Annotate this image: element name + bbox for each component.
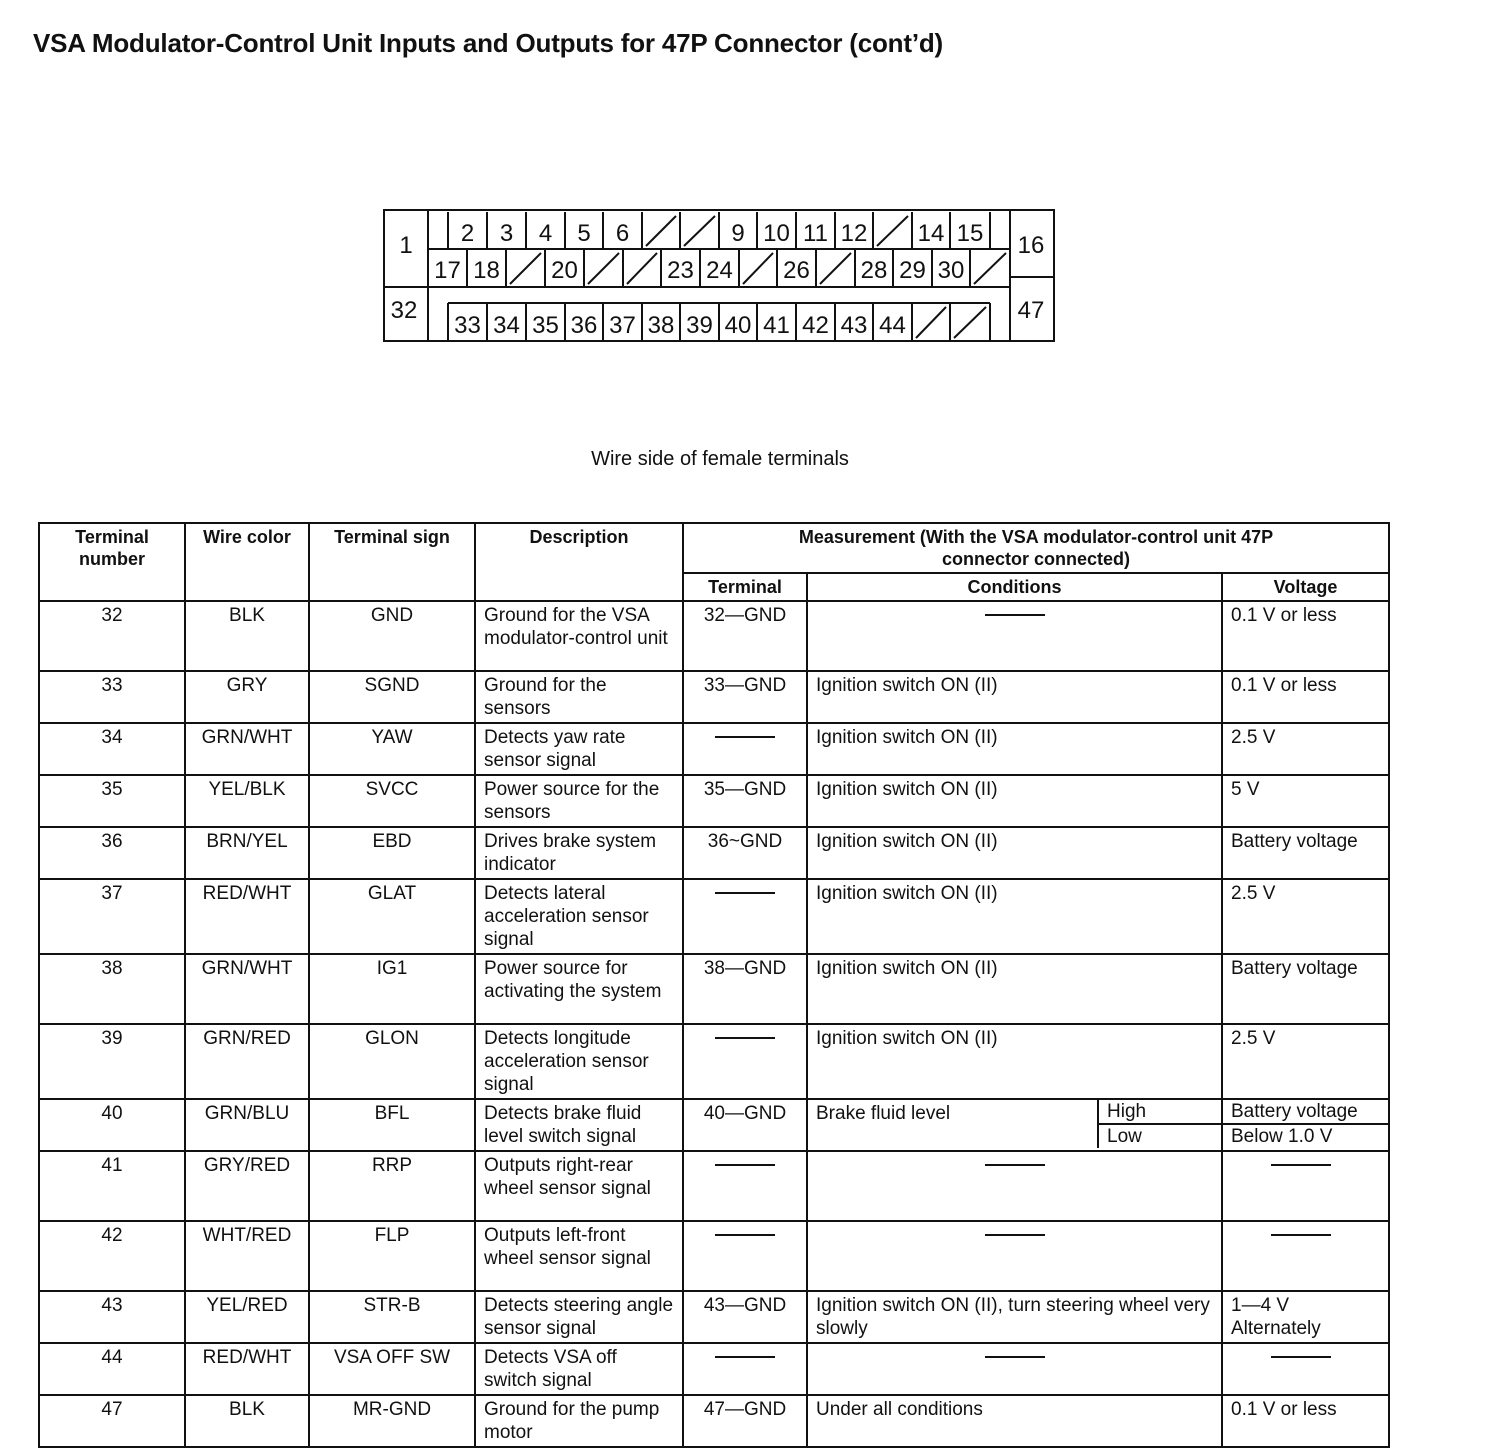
cell-terminal: 35—GND — [683, 775, 807, 827]
cell-description: Detects brake fluid level switch signal — [475, 1099, 683, 1151]
cell-conditions: Ignition switch ON (II), turn steering wheel very slowly — [807, 1291, 1222, 1343]
table-row — [39, 1151, 1389, 1221]
blank-slot-mark — [877, 216, 908, 246]
cell-terminal-number: 43 — [39, 1291, 185, 1343]
cell-conditions — [807, 1151, 1222, 1221]
cell-description: Ground for the sensors — [475, 671, 683, 723]
terminal-32: 32 — [390, 297, 418, 324]
cell-description: Power source for activating the system — [475, 954, 683, 1024]
terminal-34: 34 — [493, 312, 520, 339]
level-high: High — [1099, 1100, 1221, 1125]
cell-conditions: Ignition switch ON (II) — [807, 827, 1222, 879]
cell-description: Detects lateral acceleration sensor signal — [475, 879, 683, 954]
cell-voltage — [1222, 1151, 1389, 1221]
condition-text: Brake fluid level — [816, 1103, 951, 1124]
cell-terminal-number: 36 — [39, 827, 185, 879]
cell-terminal — [683, 1221, 807, 1291]
terminal-1: 1 — [399, 232, 413, 259]
terminal-16: 16 — [1017, 232, 1045, 259]
cell-voltage — [1222, 1343, 1389, 1395]
cell-terminal: 47—GND — [683, 1395, 807, 1447]
cell-voltage: 0.1 V or less — [1222, 601, 1389, 671]
cell-wire-color: RED/WHT — [185, 879, 309, 954]
cell-voltage: 1—4 V Alternately — [1222, 1291, 1389, 1343]
cell-terminal — [683, 723, 807, 775]
cell-terminal-sign: GLAT — [309, 879, 475, 954]
cell-terminal-sign: MR-GND — [309, 1395, 475, 1447]
voltage-high: Battery voltage — [1223, 1100, 1388, 1125]
header-conditions: Conditions — [807, 573, 1222, 601]
dash-mark — [985, 614, 1045, 616]
blank-slot-mark — [820, 253, 851, 284]
cell-terminal-sign: SGND — [309, 671, 475, 723]
cell-terminal-number: 47 — [39, 1395, 185, 1447]
cell-terminal-number: 39 — [39, 1024, 185, 1099]
cell-terminal — [683, 879, 807, 954]
cell-terminal-sign: IG1 — [309, 954, 475, 1024]
cell-voltage: 2.5 V — [1222, 723, 1389, 775]
dash-mark — [985, 1164, 1045, 1166]
cell-voltage — [1222, 1099, 1389, 1151]
connector-caption: Wire side of female terminals — [591, 448, 849, 470]
cell-terminal: 36~GND — [683, 827, 807, 879]
blank-slot-mark — [974, 253, 1006, 284]
cell-terminal-number: 35 — [39, 775, 185, 827]
dash-mark — [985, 1234, 1045, 1236]
table-row — [39, 1395, 1389, 1447]
cell-voltage: 0.1 V or less — [1222, 1395, 1389, 1447]
terminal-15: 15 — [956, 220, 984, 247]
blank-slot-mark — [916, 307, 946, 338]
table-row — [39, 1291, 1389, 1343]
cell-wire-color: GRY — [185, 671, 309, 723]
cell-conditions: Ignition switch ON (II) — [807, 775, 1222, 827]
dash-mark — [715, 1164, 775, 1166]
cell-conditions — [807, 1099, 1222, 1151]
terminal-44: 44 — [879, 312, 906, 339]
blank-slot-mark — [627, 253, 657, 284]
cell-terminal-sign: GND — [309, 601, 475, 671]
cell-terminal-sign: STR-B — [309, 1291, 475, 1343]
cell-description: Ground for the VSA modulator-control unit — [475, 601, 683, 671]
blank-slot-mark — [743, 253, 773, 284]
cell-terminal-sign: FLP — [309, 1221, 475, 1291]
cell-terminal: 43—GND — [683, 1291, 807, 1343]
cell-voltage — [1222, 1221, 1389, 1291]
cell-wire-color: GRN/WHT — [185, 723, 309, 775]
cell-wire-color: GRY/RED — [185, 1151, 309, 1221]
table-row — [39, 879, 1389, 954]
blank-slot-mark — [588, 253, 619, 284]
terminal-20: 20 — [551, 257, 578, 284]
terminal-35: 35 — [532, 312, 559, 339]
terminal-28: 28 — [860, 257, 888, 284]
cell-description: Detects steering angle sensor signal — [475, 1291, 683, 1343]
dash-mark — [1271, 1164, 1331, 1166]
terminal-36: 36 — [570, 312, 598, 339]
cell-terminal-sign: YAW — [309, 723, 475, 775]
voltage-low: Below 1.0 V — [1231, 1126, 1333, 1147]
dash-mark — [985, 1356, 1045, 1358]
dash-mark — [715, 892, 775, 894]
cell-terminal-number: 38 — [39, 954, 185, 1024]
cell-conditions — [807, 1343, 1222, 1395]
header-terminal-number: Terminal number — [39, 523, 185, 601]
connector-diagram — [0, 0, 1504, 440]
terminal-30: 30 — [937, 257, 965, 284]
cell-conditions: Ignition switch ON (II) — [807, 723, 1222, 775]
cell-voltage: 2.5 V — [1222, 879, 1389, 954]
cell-terminal — [683, 1151, 807, 1221]
cell-description: Drives brake system indicator — [475, 827, 683, 879]
terminal-24: 24 — [706, 257, 733, 284]
page-title: VSA Modulator-Control Unit Inputs and Outputs for 47P Connector (cont’d) — [33, 28, 943, 58]
cell-wire-color: GRN/WHT — [185, 954, 309, 1024]
dash-mark — [1271, 1234, 1331, 1236]
cell-terminal-number: 40 — [39, 1099, 185, 1151]
cell-description: Detects yaw rate sensor signal — [475, 723, 683, 775]
cell-voltage: 5 V — [1222, 775, 1389, 827]
cell-wire-color: YEL/RED — [185, 1291, 309, 1343]
cell-wire-color: GRN/BLU — [185, 1099, 309, 1151]
cell-terminal-sign: RRP — [309, 1151, 475, 1221]
cell-terminal: 38—GND — [683, 954, 807, 1024]
terminal-4: 4 — [538, 220, 553, 247]
cell-conditions: Under all conditions — [807, 1395, 1222, 1447]
terminal-38: 38 — [647, 312, 675, 339]
cell-terminal-sign: VSA OFF SW — [309, 1343, 475, 1395]
cell-terminal — [683, 1024, 807, 1099]
cell-wire-color: GRN/RED — [185, 1024, 309, 1099]
terminal-17: 17 — [434, 257, 461, 284]
blank-slot-mark — [646, 216, 676, 246]
blank-slot-mark — [684, 216, 715, 246]
cell-terminal-number: 41 — [39, 1151, 185, 1221]
terminal-table — [38, 522, 1390, 1448]
header-wire-color: Wire color — [185, 523, 309, 601]
cell-terminal-sign: GLON — [309, 1024, 475, 1099]
cell-terminal-number: 42 — [39, 1221, 185, 1291]
terminal-18: 18 — [473, 257, 500, 284]
dash-mark — [715, 736, 775, 738]
terminal-3: 3 — [499, 220, 514, 247]
cell-voltage: 2.5 V — [1222, 1024, 1389, 1099]
cell-terminal-sign: EBD — [309, 827, 475, 879]
cell-terminal-number: 34 — [39, 723, 185, 775]
blank-slot-mark — [954, 307, 986, 338]
header-description: Description — [475, 523, 683, 601]
terminal-10: 10 — [763, 220, 790, 247]
cell-wire-color: BRN/YEL — [185, 827, 309, 879]
cell-description: Detects longitude acceleration sensor signal — [475, 1024, 683, 1099]
terminal-47: 47 — [1017, 297, 1045, 324]
terminal-43: 43 — [840, 312, 868, 339]
cell-terminal-number: 37 — [39, 879, 185, 954]
cell-conditions: Ignition switch ON (II) — [807, 671, 1222, 723]
terminal-41: 41 — [763, 312, 790, 339]
cell-voltage: 0.1 V or less — [1222, 671, 1389, 723]
table-row — [39, 1024, 1389, 1099]
cell-terminal-number: 32 — [39, 601, 185, 671]
terminal-42: 42 — [802, 312, 829, 339]
table-row — [39, 954, 1389, 1024]
terminal-29: 29 — [899, 257, 926, 284]
cell-conditions: Ignition switch ON (II) — [807, 1024, 1222, 1099]
terminal-5: 5 — [577, 220, 591, 247]
terminal-37: 37 — [609, 312, 636, 339]
cell-conditions: Ignition switch ON (II) — [807, 954, 1222, 1024]
terminal-12: 12 — [840, 220, 868, 247]
cell-wire-color: WHT/RED — [185, 1221, 309, 1291]
cell-description: Power source for the sensors — [475, 775, 683, 827]
terminal-26: 26 — [783, 257, 810, 284]
cell-wire-color: RED/WHT — [185, 1343, 309, 1395]
terminal-6: 6 — [615, 220, 630, 247]
terminal-40: 40 — [724, 312, 752, 339]
table-row — [39, 723, 1389, 775]
cell-terminal: 40—GND — [683, 1099, 807, 1151]
cell-terminal: 32—GND — [683, 601, 807, 671]
cell-conditions: Ignition switch ON (II) — [807, 879, 1222, 954]
cell-wire-color: BLK — [185, 601, 309, 671]
terminal-2: 2 — [460, 220, 475, 247]
table-row — [39, 1221, 1389, 1291]
terminal-14: 14 — [917, 220, 945, 247]
cell-terminal-sign: SVCC — [309, 775, 475, 827]
cell-terminal-number: 33 — [39, 671, 185, 723]
terminal-23: 23 — [667, 257, 694, 284]
table-row — [39, 1343, 1389, 1395]
cell-description: Outputs left-front wheel sensor signal — [475, 1221, 683, 1291]
header-terminal: Terminal — [683, 573, 807, 601]
cell-conditions — [807, 1221, 1222, 1291]
header-terminal-sign: Terminal sign — [309, 523, 475, 601]
dash-mark — [715, 1356, 775, 1358]
terminal-39: 39 — [686, 312, 713, 339]
terminal-9: 9 — [731, 220, 745, 247]
table-row — [39, 671, 1389, 723]
terminal-33: 33 — [454, 312, 481, 339]
cell-description: Outputs right-rear wheel sensor signal — [475, 1151, 683, 1221]
terminal-11: 11 — [803, 220, 828, 247]
dash-mark — [715, 1234, 775, 1236]
cell-description: Detects VSA off switch signal — [475, 1343, 683, 1395]
table-row — [39, 827, 1389, 879]
cell-description: Ground for the pump motor — [475, 1395, 683, 1447]
dash-mark — [1271, 1356, 1331, 1358]
level-low: Low — [1107, 1126, 1142, 1147]
cell-voltage: Battery voltage — [1222, 827, 1389, 879]
table-row — [39, 1099, 1389, 1151]
cell-wire-color: YEL/BLK — [185, 775, 309, 827]
cell-conditions — [807, 601, 1222, 671]
dash-mark — [715, 1037, 775, 1039]
table-row — [39, 775, 1389, 827]
header-measurement: Measurement (With the VSA modulator-control unit 47P connector connected) — [683, 523, 1389, 573]
header-voltage: Voltage — [1222, 573, 1389, 601]
blank-slot-mark — [510, 253, 541, 284]
cell-terminal-number: 44 — [39, 1343, 185, 1395]
table-row — [39, 601, 1389, 671]
cell-terminal — [683, 1343, 807, 1395]
cell-terminal-sign: BFL — [309, 1099, 475, 1151]
cell-terminal: 33—GND — [683, 671, 807, 723]
cell-voltage: Battery voltage — [1222, 954, 1389, 1024]
cell-wire-color: BLK — [185, 1395, 309, 1447]
